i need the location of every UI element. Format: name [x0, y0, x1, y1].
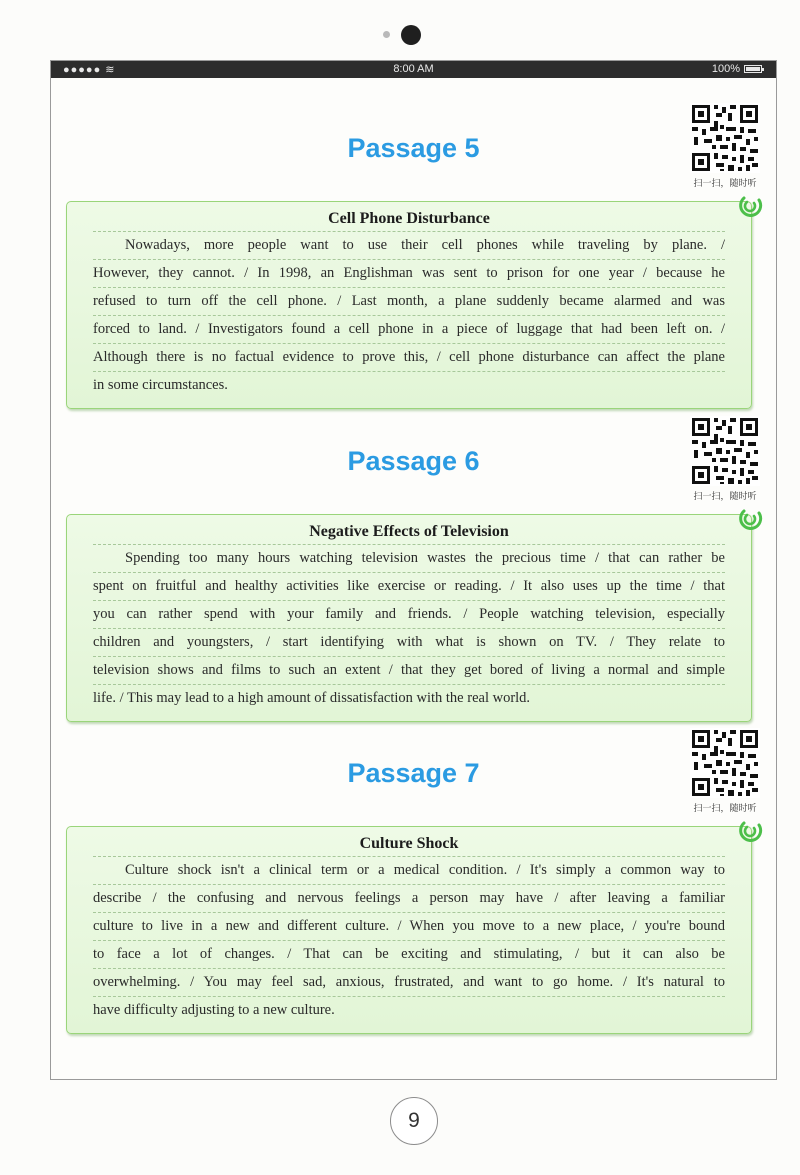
passage-line: have difficulty adjusting to a new culture. [93, 1002, 335, 1018]
passage-6-text-box [66, 514, 752, 722]
qr-code-passage-7[interactable] [689, 728, 761, 814]
status-bar [51, 61, 776, 78]
passage-7-text-box [66, 826, 752, 1034]
qr-code-passage-5[interactable] [689, 103, 761, 189]
passage-line: describe / the confusing and nervous feelings a person may have / after leaving a familiar [93, 885, 725, 913]
status-time: 8:00 AM [393, 63, 434, 75]
passage-line: life. / This may lead to a high amount of dissatisfaction with the real world. [93, 690, 531, 706]
signal-wifi-indicator: ●●●●● ≋ [63, 64, 116, 76]
audio-swirl-icon[interactable] [735, 193, 765, 221]
audio-swirl-icon[interactable] [735, 506, 765, 534]
tablet-screen [50, 60, 777, 1080]
passage-line: However, they cannot. / In 1998, an Englishman was sent to prison for one year / because he [93, 260, 725, 288]
passage-line: to face a lot of changes. / That can be exciting and stimulating, / but it can also be [93, 941, 725, 969]
passage-line: you can rather spend with your family and friends. / People watching television, especially [93, 601, 725, 629]
qr-code-icon [690, 103, 760, 173]
qr-caption: 扫一扫，随时听 [693, 804, 757, 814]
passage-line: children and youngsters, / start identifying with what is shown on TV. / They relate to [93, 629, 725, 657]
passage-line: refused to turn off the cell phone. / Last month, a plane suddenly became alarmed and was [93, 288, 725, 316]
passage-line: Although there is no factual evidence to prove this, / cell phone disturbance can affect the plane [93, 344, 725, 372]
passage-5-text-box [66, 201, 752, 409]
passage-line: culture to live in a new and different culture. / When you move to a new place, / you're bound [93, 913, 725, 941]
qr-code-icon [690, 416, 760, 486]
passage-line: in some circumstances. [93, 377, 228, 393]
passage-5-heading: Cell Phone Disturbance [93, 206, 725, 232]
passage-line: television shows and films to such an extent / that they get bored of living a normal and simple [93, 657, 725, 685]
qr-caption: 扫一扫，随时听 [693, 492, 757, 502]
passage-line: overwhelming. / You may feel sad, anxious, frustrated, and want to go home. / It's natural to [93, 969, 725, 997]
passage-line: Spending too many hours watching television wastes the precious time / that can rather be [93, 545, 725, 573]
passage-6-heading: Negative Effects of Television [93, 519, 725, 545]
battery-status [712, 63, 762, 75]
passage-5-title: Passage 5 [347, 133, 480, 163]
passage-7-title: Passage 7 [347, 758, 480, 788]
audio-swirl-icon[interactable] [735, 818, 765, 846]
qr-code-passage-6[interactable] [689, 416, 761, 502]
qr-code-icon [690, 728, 760, 798]
page-number: 9 [390, 1097, 438, 1145]
passage-6-title: Passage 6 [347, 446, 480, 476]
passage-line: spent on fruitful and healthy activities like exercise or reading. / It also uses up the time / that [93, 573, 725, 601]
passage-line: Nowadays, more people want to use their cell phones while traveling by plane. / [93, 232, 725, 260]
passage-line: forced to land. / Investigators found a cell phone in a piece of luggage that had been left on. / [93, 316, 725, 344]
passage-7-heading: Culture Shock [93, 831, 725, 857]
camera-lens [401, 25, 421, 45]
battery-icon [744, 65, 762, 73]
qr-caption: 扫一扫，随时听 [693, 179, 757, 189]
passage-line: Culture shock isn't a clinical term or a medical condition. / It's simply a common way to [93, 857, 725, 885]
battery-percent: 100% [711, 63, 740, 75]
camera-dot [383, 31, 390, 38]
